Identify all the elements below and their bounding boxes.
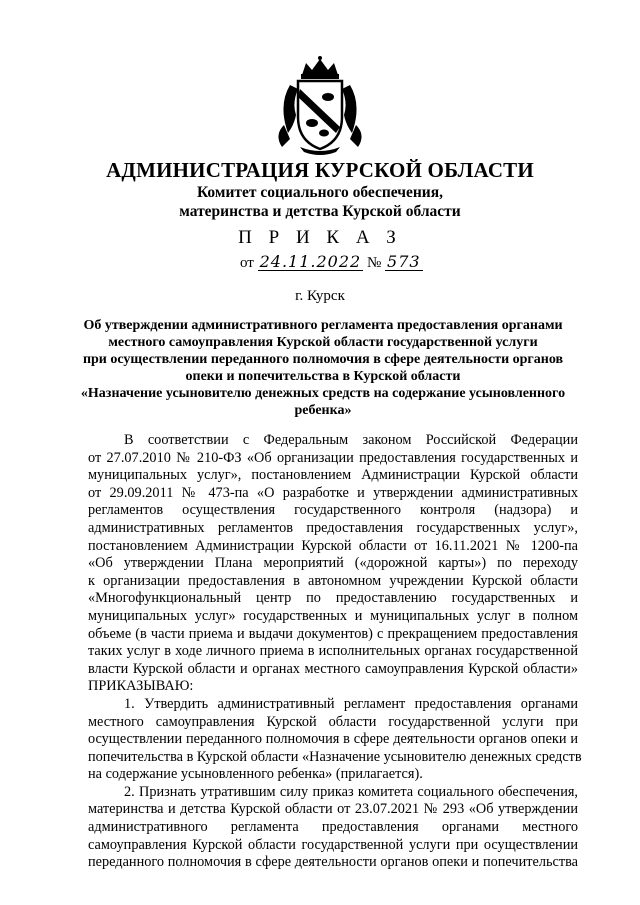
body-line: постановлением Администрации Курской области от 16.11.2021 № 1200-па	[88, 537, 578, 554]
order-number: 573	[387, 252, 421, 271]
body-line: осуществлении переданного полномочия в сфере деятельности органов опеки и	[88, 731, 578, 748]
body-line: от 27.07.2010 № 210-ФЗ «Об организации предоставления государственных и	[88, 449, 578, 466]
order-date: 24.11.2022	[259, 252, 362, 271]
body-line: материнства и детства Курской области от 23.07.2021 № 293 «Об утверждении	[88, 801, 578, 818]
body-line: административного регламента предоставления органами местного	[88, 819, 578, 836]
subject-line: опеки и попечительства в Курской области	[185, 369, 461, 384]
body-line: власти Курской области и органах местного самоуправления Курской области»	[88, 660, 578, 677]
subject-line: ребенка»	[294, 403, 352, 418]
order-date-number-line	[240, 254, 423, 272]
body-line: объеме (в части приема и выдачи документов) с прекращением предоставления	[88, 625, 578, 642]
subject-line: местного самоуправления Курской области государственной услуги	[108, 335, 538, 350]
body-line: регламентов осуществления государственного контроля (надзора) и	[88, 502, 578, 519]
body-line: 2. Признать утратившим силу приказ комитета социального обеспечения,	[124, 783, 578, 800]
body-line-prikazyvayu: ПРИКАЗЫВАЮ:	[88, 678, 194, 695]
organization-title: АДМИНИСТРАЦИЯ КУРСКОЙ ОБЛАСТИ	[106, 158, 534, 182]
city-name: г. Курск	[295, 288, 345, 304]
body-line: попечительства в Курской области «Назначение усыновителю денежных средств	[88, 748, 582, 765]
body-line: самоуправления Курской области государственной услуги при осуществлении	[88, 836, 578, 853]
body-line: местного самоуправления Курской области государственной услуги при	[88, 713, 578, 730]
subject-line: при осуществлении переданного полномочия в сфере деятельности органов	[82, 352, 564, 367]
order-body	[88, 432, 582, 872]
body-line: таких услуг в ходе личного приема в исполнительных органах государственной	[88, 643, 578, 660]
order-subject	[80, 317, 566, 419]
body-line: муниципальных услуг», постановлением Администрации Курской области	[88, 467, 578, 484]
order-title: П Р И К А З	[238, 227, 402, 248]
coat-of-arms-emblem	[270, 55, 370, 155]
body-line: к организации предоставления в автономном учреждении Курской области	[88, 572, 578, 589]
body-line: «Об утверждении Плана мероприятий («дорожной карты») по переходу	[88, 555, 578, 572]
body-line: переданного полномочия в сфере деятельности органов опеки и попечительства	[88, 854, 578, 871]
date-prefix: от	[240, 255, 254, 271]
committee-name-line-1: Комитет социального обеспечения,	[196, 184, 444, 201]
body-line: муниципальных услуг» государственных и муниципальных услуг в полном	[88, 607, 578, 624]
body-line: «Многофункциональный центр по предоставлению государственных и	[88, 590, 578, 607]
body-line: 1. Утвердить административный регламент предоставления органами	[124, 695, 578, 712]
body-line: административных регламентов предоставления государственных услуг»,	[88, 519, 578, 536]
number-prefix: №	[366, 255, 382, 271]
subject-line: Об утверждении административного регламента предоставления органами	[83, 318, 563, 333]
committee-name-line-2: материнства и детства Курской области	[179, 203, 461, 220]
body-line: на содержание усыновленного ребенка» (прилагается).	[88, 766, 423, 783]
body-line: В соответствии с Федеральным законом Российской Федерации	[124, 432, 578, 448]
subject-line: «Назначение усыновителю денежных средств на содержание усыновленного	[80, 386, 566, 401]
body-line: от 29.09.2011 № 473-па «О разработке и утверждении административных	[88, 484, 578, 501]
